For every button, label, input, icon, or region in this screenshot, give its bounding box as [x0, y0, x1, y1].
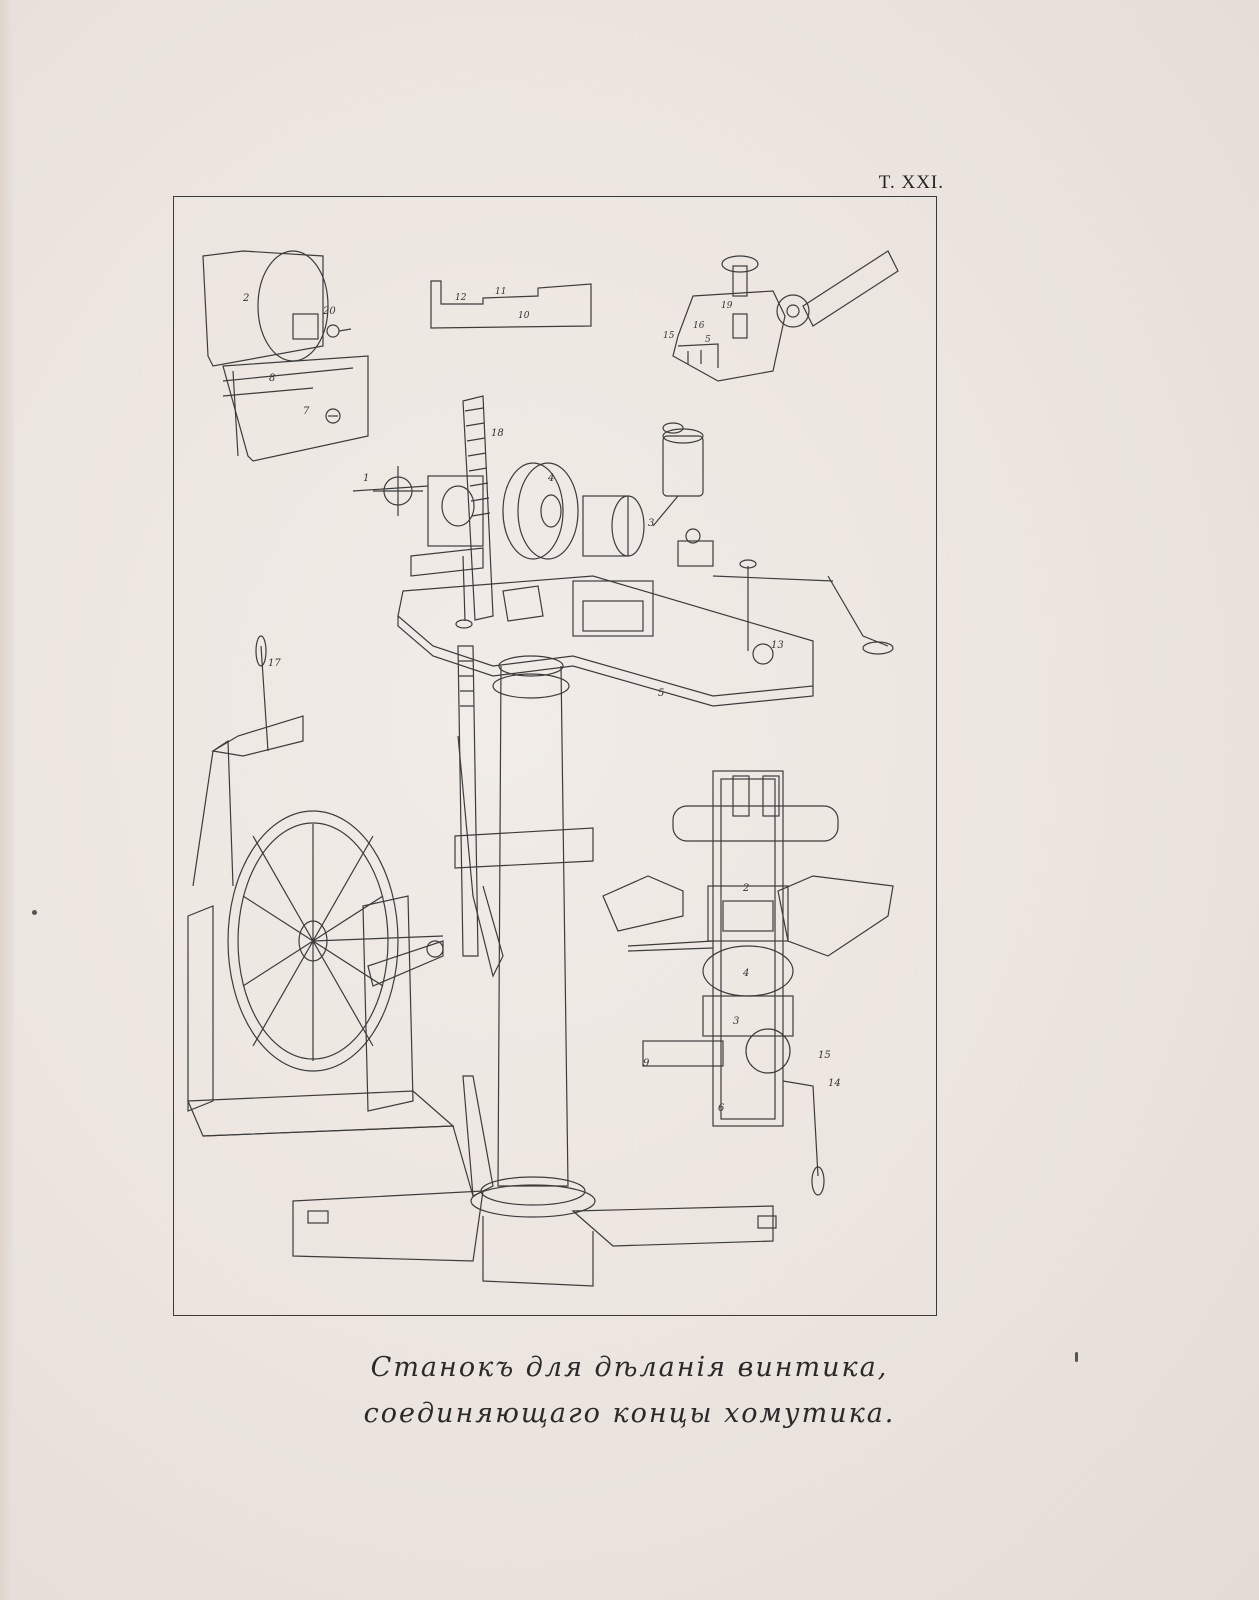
label-detail-c-15: 15	[663, 331, 675, 341]
label-detail-b-12: 12	[455, 293, 467, 303]
label-detail-c-19: 19	[721, 301, 733, 311]
label-plan-14: 14	[828, 1078, 841, 1089]
detail-screw-clamp	[663, 251, 898, 381]
label-main-4: 4	[548, 473, 555, 484]
label-detail-c-5: 5	[705, 335, 711, 345]
label-plan-3: 3	[733, 1016, 740, 1027]
caption-line-2: соединяющаго концы хомутика.	[363, 1398, 896, 1429]
label-plan-9: 9	[643, 1058, 650, 1069]
label-main-3: 3	[648, 518, 655, 529]
label-detail-b-10: 10	[518, 311, 530, 321]
plate-number: T. XXI.	[878, 172, 944, 193]
plan-view	[603, 771, 893, 1195]
label-detail-c-16: 16	[693, 321, 705, 331]
label-main-17: 17	[268, 658, 281, 669]
label-plan-6: 6	[718, 1103, 725, 1114]
label-detail-b-11: 11	[495, 287, 507, 297]
label-main-5: 5	[658, 688, 665, 699]
paper-speck	[32, 910, 37, 915]
label-detail-a-2: 2	[243, 293, 250, 304]
label-main-1: 1	[363, 473, 370, 484]
label-plan-15: 15	[818, 1050, 831, 1061]
label-plan-4: 4	[743, 968, 750, 979]
label-detail-a-8: 8	[269, 373, 276, 384]
caption-line-1: Станокъ для дѣланія винтика,	[370, 1352, 889, 1383]
engraving-drawing	[173, 196, 935, 1314]
label-plan-2: 2	[743, 883, 750, 894]
paper-speck	[1075, 1352, 1078, 1362]
label-detail-a-20: 20	[323, 306, 336, 317]
detail-stepped-bar	[431, 281, 591, 328]
label-detail-a-7: 7	[303, 406, 310, 417]
detail-clamp-block	[203, 251, 368, 461]
label-main-18: 18	[491, 428, 504, 439]
label-main-13: 13	[771, 640, 784, 651]
